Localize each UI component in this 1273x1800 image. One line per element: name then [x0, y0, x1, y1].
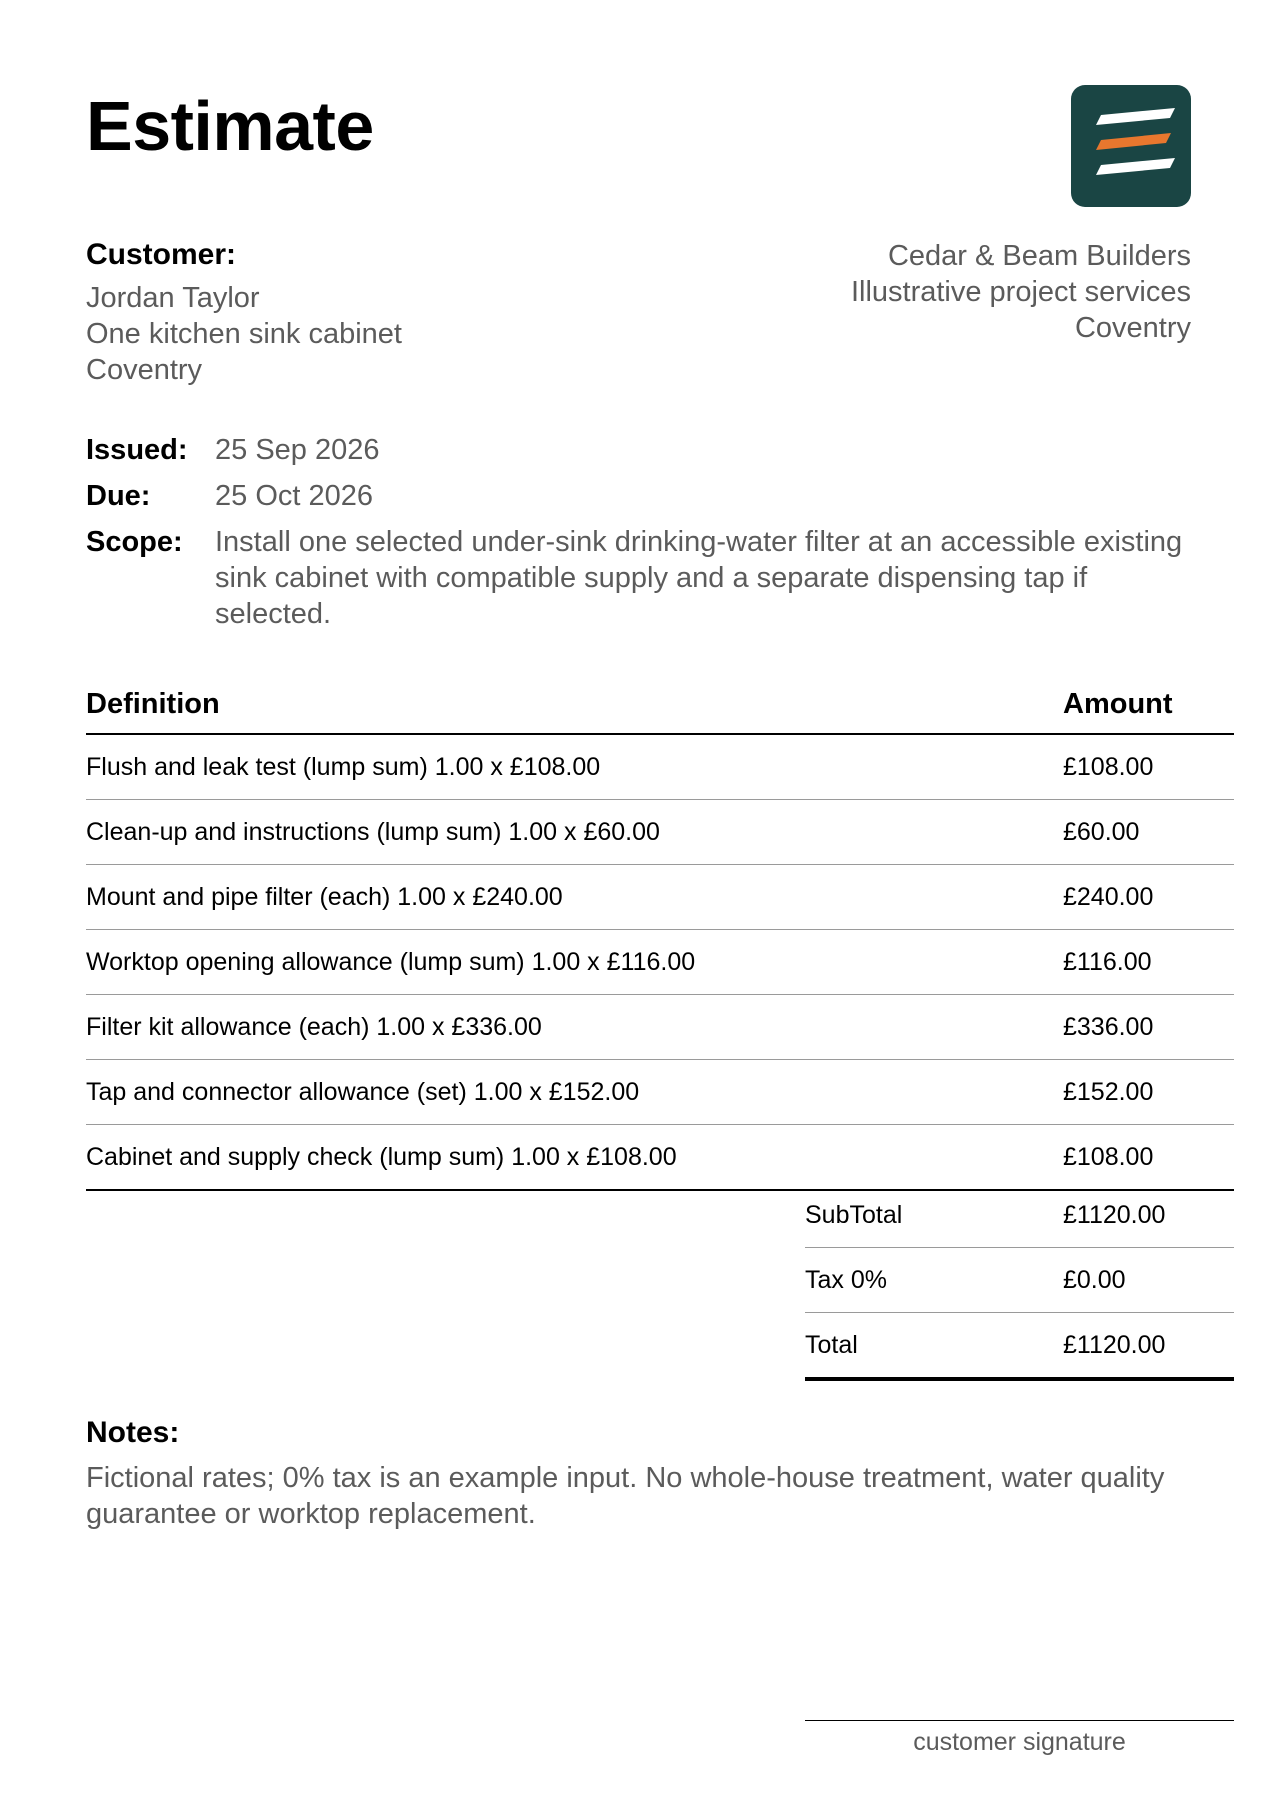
subtotal-label: SubTotal	[805, 1200, 903, 1229]
amount-header: Amount	[1063, 688, 1173, 720]
definition-header: Definition	[86, 688, 220, 720]
issued-row	[86, 432, 1196, 468]
customer-city: Coventry	[86, 354, 203, 386]
due-row	[86, 478, 1196, 514]
table-row	[86, 735, 1234, 800]
tax-value: £0.00	[1063, 1265, 1126, 1294]
tax-label: Tax 0%	[805, 1265, 887, 1294]
table-row	[86, 800, 1234, 865]
item-definition: Clean-up and instructions (lump sum) 1.00 x £60.00	[86, 817, 660, 846]
company-name: Cedar & Beam Builders	[887, 240, 1191, 272]
item-definition: Filter kit allowance (each) 1.00 x £336.00	[86, 1012, 542, 1041]
notes-block	[86, 1416, 1196, 1532]
total-row	[805, 1313, 1234, 1381]
document-title: Estimate	[86, 87, 374, 165]
scope-label: Scope:	[86, 526, 183, 558]
item-amount: £108.00	[1063, 1142, 1154, 1171]
customer-project: One kitchen sink cabinet	[86, 318, 402, 350]
notes-label: Notes:	[86, 1416, 180, 1449]
totals-table	[805, 1183, 1234, 1381]
table-header	[86, 688, 1234, 735]
item-definition: Flush and leak test (lump sum) 1.00 x £108.00	[86, 752, 601, 781]
scope-row	[86, 524, 1196, 632]
subtotal-row	[805, 1183, 1234, 1248]
signature-line	[805, 1720, 1234, 1721]
line-items-table	[86, 688, 1234, 1191]
item-amount: £336.00	[1063, 1012, 1154, 1041]
item-amount: £116.00	[1063, 947, 1152, 976]
stacked-planks-logo-icon	[1071, 85, 1191, 207]
company-tagline: Illustrative project services	[850, 276, 1191, 308]
tax-row	[805, 1248, 1234, 1313]
total-value: £1120.00	[1063, 1330, 1166, 1359]
item-definition: Worktop opening allowance (lump sum) 1.00 x £116.00	[86, 947, 696, 976]
company-block	[851, 238, 1191, 346]
estimate-meta	[86, 432, 1196, 642]
table-row	[86, 995, 1234, 1060]
item-amount: £240.00	[1063, 882, 1154, 911]
item-amount: £60.00	[1063, 817, 1140, 846]
table-row	[86, 1060, 1234, 1125]
item-definition: Mount and pipe filter (each) 1.00 x £240.00	[86, 882, 563, 911]
customer-label: Customer:	[86, 238, 237, 271]
customer-name: Jordan Taylor	[86, 282, 260, 314]
item-definition: Cabinet and supply check (lump sum) 1.00 x £108.00	[86, 1142, 677, 1171]
notes-text: Fictional rates; 0% tax is an example input. No whole-house treatment, water quality guarantee or worktop replacement.	[86, 1462, 1165, 1530]
subtotal-value: £1120.00	[1063, 1200, 1166, 1229]
due-label: Due:	[86, 480, 151, 512]
item-amount: £108.00	[1063, 752, 1154, 781]
table-row	[86, 930, 1234, 995]
due-date: 25 Oct 2026	[215, 480, 373, 512]
customer-block	[86, 238, 402, 388]
scope-text: Install one selected under-sink drinking-water filter at an accessible existing sink cabinet with compatible supply and a separate dispensing tap if selected.	[215, 526, 1183, 630]
total-label: Total	[805, 1330, 858, 1359]
item-definition: Tap and connector allowance (set) 1.00 x £152.00	[86, 1077, 640, 1106]
issued-date: 25 Sep 2026	[215, 434, 380, 466]
item-amount: £152.00	[1063, 1077, 1154, 1106]
signature-label: customer signature	[913, 1728, 1126, 1756]
issued-label: Issued:	[86, 434, 188, 466]
company-city: Coventry	[1074, 312, 1191, 344]
table-row	[86, 865, 1234, 930]
table-row	[86, 1125, 1234, 1191]
